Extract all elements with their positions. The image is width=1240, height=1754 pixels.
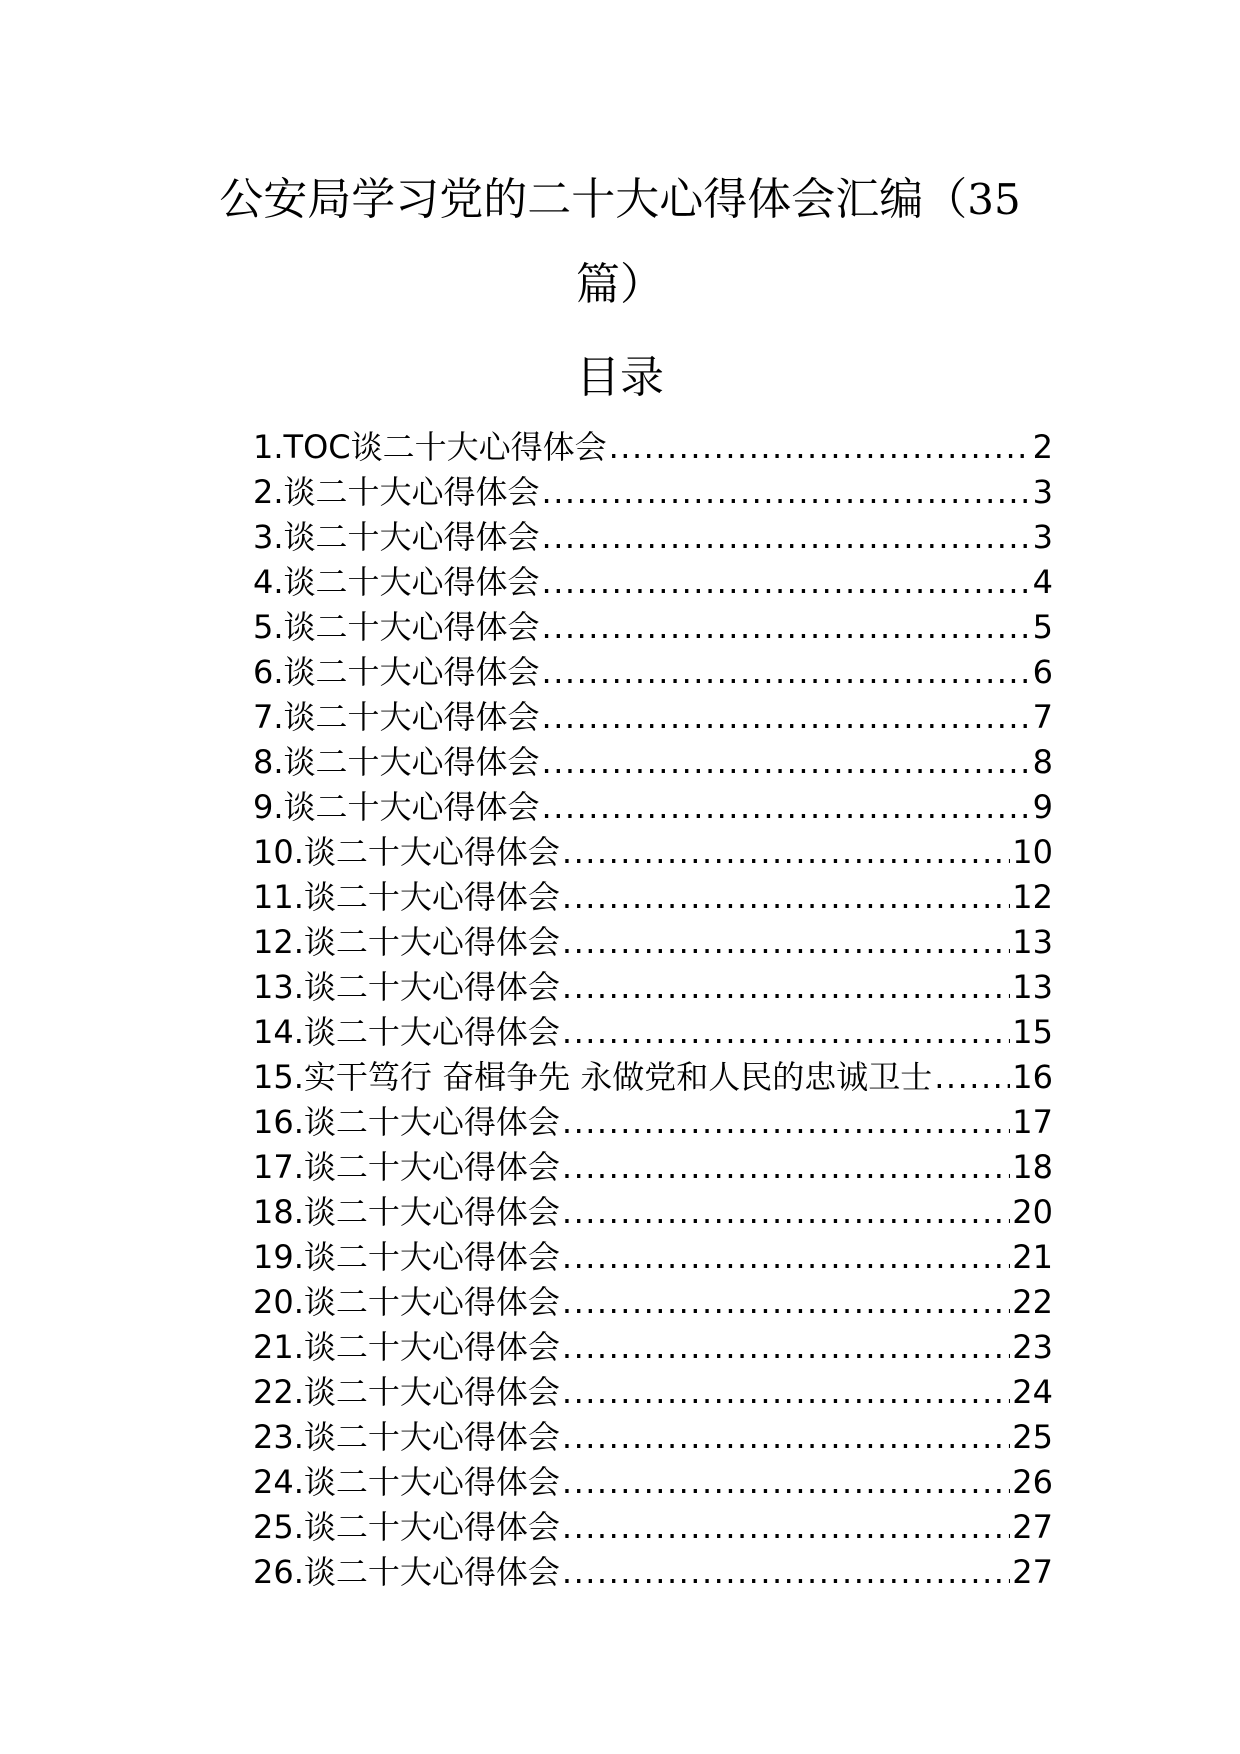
toc-entry[interactable]: [253, 1280, 1053, 1325]
toc-entry-page-number: 16: [1012, 1058, 1053, 1096]
document-title-count: 35: [967, 175, 1021, 224]
toc-dot-leader: [542, 605, 1031, 650]
toc-dot-leader: [542, 650, 1031, 695]
toc-entry-title: 21.谈二十大心得体会: [253, 1328, 560, 1366]
toc-entry-page-number: 21: [1012, 1238, 1053, 1276]
toc-dot-leader: [562, 830, 1010, 875]
toc-entry-title: 10.谈二十大心得体会: [253, 833, 560, 871]
toc-dot-leader: [562, 1100, 1010, 1145]
toc-dot-leader: [562, 1415, 1010, 1460]
toc-dot-leader: [562, 1190, 1010, 1235]
toc-entry[interactable]: [253, 1460, 1053, 1505]
toc-entry-page-number: 10: [1012, 833, 1053, 871]
toc-dot-leader: [542, 560, 1031, 605]
toc-entry-title: 14.谈二十大心得体会: [253, 1013, 560, 1051]
toc-dot-leader: [542, 740, 1031, 785]
toc-entry[interactable]: [253, 1505, 1053, 1550]
toc-entry-page-number: 3: [1032, 518, 1053, 556]
toc-entry-title: 13.谈二十大心得体会: [253, 968, 560, 1006]
toc-entry-page-number: 23: [1012, 1328, 1053, 1366]
toc-entry-title: 6.谈二十大心得体会: [253, 653, 540, 691]
toc-entry[interactable]: [253, 1010, 1053, 1055]
toc-entry-title: 1.TOC谈二十大心得体会: [253, 428, 607, 466]
toc-entry[interactable]: [253, 785, 1053, 830]
toc-entry-title: 16.谈二十大心得体会: [253, 1103, 560, 1141]
toc-dot-leader: [609, 425, 1031, 470]
toc-entry-page-number: 20: [1012, 1193, 1053, 1231]
toc-dot-leader: [542, 695, 1031, 740]
toc-entry-page-number: 4: [1032, 563, 1053, 601]
toc-entry[interactable]: [253, 560, 1053, 605]
toc-entry[interactable]: [253, 965, 1053, 1010]
toc-entry[interactable]: [253, 875, 1053, 920]
toc-entry-page-number: 18: [1012, 1148, 1053, 1186]
toc-entry[interactable]: [253, 740, 1053, 785]
toc-entry-title: 4.谈二十大心得体会: [253, 563, 540, 601]
toc-entry-title: 24.谈二十大心得体会: [253, 1463, 560, 1501]
toc-dot-leader: [562, 1370, 1010, 1415]
toc-dot-leader: [562, 1235, 1010, 1280]
toc-entry-title: 25.谈二十大心得体会: [253, 1508, 560, 1546]
toc-entry-page-number: 12: [1012, 878, 1053, 916]
document-title-line-1: [150, 155, 1090, 245]
toc-dot-leader: [542, 515, 1031, 560]
toc-entry-page-number: 27: [1012, 1553, 1053, 1591]
toc-entry[interactable]: [253, 1055, 1053, 1100]
toc-entry-title: 3.谈二十大心得体会: [253, 518, 540, 556]
toc-entry-page-number: 27: [1012, 1508, 1053, 1546]
toc-entry-title: 19.谈二十大心得体会: [253, 1238, 560, 1276]
document-title-line-2: 篇）: [576, 259, 664, 310]
toc-entry[interactable]: [253, 515, 1053, 560]
toc-entry-title: 5.谈二十大心得体会: [253, 608, 540, 646]
toc-entry[interactable]: [253, 1415, 1053, 1460]
toc-dot-leader: [542, 785, 1031, 830]
toc-dot-leader: [562, 920, 1010, 965]
toc-entry-title: 18.谈二十大心得体会: [253, 1193, 560, 1231]
toc-dot-leader: [562, 1550, 1010, 1595]
toc-entry-title: 7.谈二十大心得体会: [253, 698, 540, 736]
toc-entry-page-number: 6: [1032, 653, 1053, 691]
toc-entry[interactable]: [253, 1235, 1053, 1280]
toc-dot-leader: [562, 1145, 1010, 1190]
toc-entry-title: 23.谈二十大心得体会: [253, 1418, 560, 1456]
toc-entry-title: 12.谈二十大心得体会: [253, 923, 560, 961]
toc-dot-leader: [562, 875, 1010, 920]
toc-entry-title: 11.谈二十大心得体会: [253, 878, 560, 916]
toc-entry[interactable]: [253, 470, 1053, 515]
toc-entry[interactable]: [253, 830, 1053, 875]
toc-entry[interactable]: [253, 1550, 1053, 1595]
toc-entry-page-number: 8: [1032, 743, 1053, 781]
toc-entry-page-number: 15: [1012, 1013, 1053, 1051]
toc-dot-leader: [934, 1055, 1010, 1100]
toc-entry-page-number: 7: [1032, 698, 1053, 736]
toc-entry-page-number: 13: [1012, 968, 1053, 1006]
toc-entry-page-number: 17: [1012, 1103, 1053, 1141]
toc-entry-page-number: 2: [1032, 428, 1053, 466]
toc-dot-leader: [562, 965, 1010, 1010]
toc-entry[interactable]: [253, 1100, 1053, 1145]
toc-entry[interactable]: [253, 695, 1053, 740]
toc-entry-page-number: 5: [1032, 608, 1053, 646]
toc-entry[interactable]: [253, 650, 1053, 695]
toc-dot-leader: [562, 1280, 1010, 1325]
toc-heading: 目录: [576, 352, 664, 403]
toc-entry-page-number: 24: [1012, 1373, 1053, 1411]
toc-entry[interactable]: [253, 605, 1053, 650]
toc-entry-title: 26.谈二十大心得体会: [253, 1553, 560, 1591]
toc-entry-title: 17.谈二十大心得体会: [253, 1148, 560, 1186]
toc-entry-title: 15.实干笃行 奋楫争先 永做党和人民的忠诚卫士: [253, 1058, 933, 1096]
toc-entry-page-number: 22: [1012, 1283, 1053, 1321]
toc-entry-page-number: 3: [1032, 473, 1053, 511]
toc-dot-leader: [542, 470, 1031, 515]
toc-entry-page-number: 13: [1012, 923, 1053, 961]
toc-entry[interactable]: [253, 1325, 1053, 1370]
toc-entry[interactable]: [253, 425, 1053, 470]
toc-entry-title: 8.谈二十大心得体会: [253, 743, 540, 781]
toc-entry[interactable]: [253, 920, 1053, 965]
table-of-contents: [253, 425, 1053, 1595]
toc-dot-leader: [562, 1505, 1010, 1550]
toc-entry[interactable]: [253, 1370, 1053, 1415]
toc-dot-leader: [562, 1460, 1010, 1505]
toc-entry[interactable]: [253, 1190, 1053, 1235]
toc-entry-page-number: 9: [1032, 788, 1053, 826]
toc-dot-leader: [562, 1325, 1010, 1370]
toc-entry-title: 22.谈二十大心得体会: [253, 1373, 560, 1411]
document-title-text: 公安局学习党的二十大心得体会汇编（: [219, 174, 968, 225]
toc-entry-page-number: 26: [1012, 1463, 1053, 1501]
toc-dot-leader: [562, 1010, 1010, 1055]
toc-entry[interactable]: [253, 1145, 1053, 1190]
toc-entry-title: 9.谈二十大心得体会: [253, 788, 540, 826]
toc-entry-page-number: 25: [1012, 1418, 1053, 1456]
toc-entry-title: 2.谈二十大心得体会: [253, 473, 540, 511]
toc-entry-title: 20.谈二十大心得体会: [253, 1283, 560, 1321]
